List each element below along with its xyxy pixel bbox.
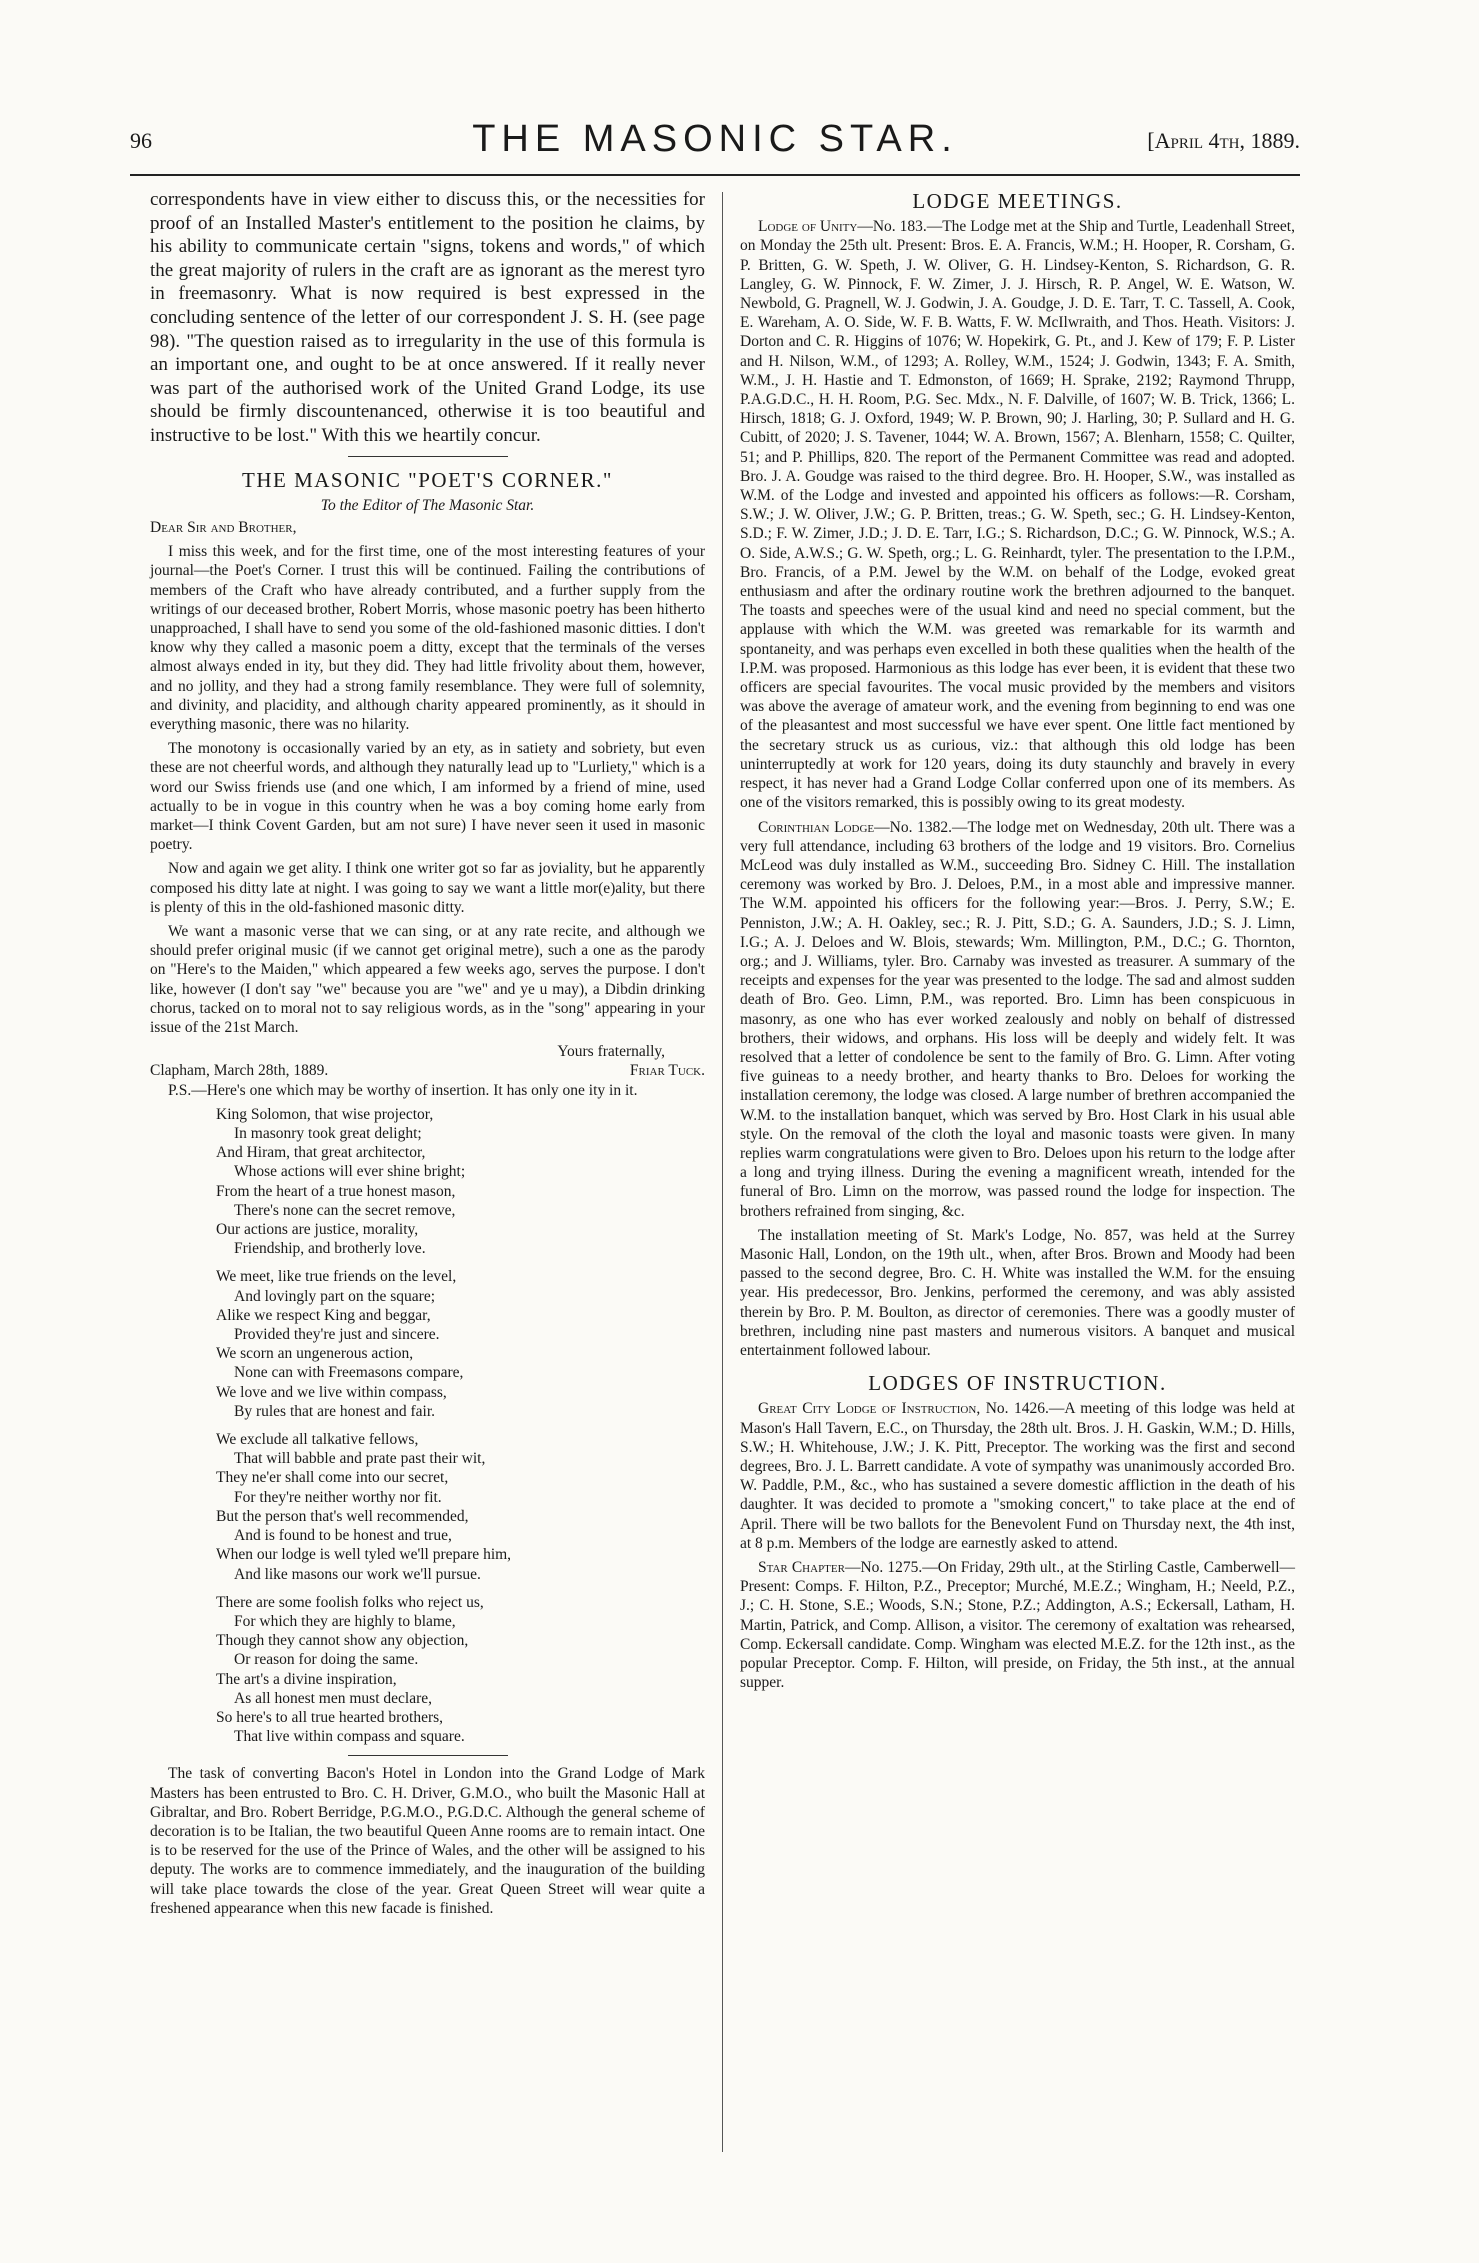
section-rule — [348, 456, 508, 457]
poem-line: We meet, like true friends on the level, — [216, 1268, 457, 1286]
poem-line: Or reason for doing the same. — [234, 1651, 419, 1669]
lodge-report-st-marks: The installation meeting of St. Mark's Lodge, No. 857, was held at the Surrey Masonic Hall, London, on the 19th ult., when, after Bros. Brown and Moody had been passed to the second degree, Bro. C. H. White was installed the W.M. for the ensuing year. His predecessor, Bro. Jenkins, performed the ceremony, and was ably assisted therein by Bro. P. M. Boulton, as director of ceremonies. There was a goodly muster of brethren, including nine past masters and numerous visitors. A banquet and musical entertainment followed labour. — [740, 1226, 1295, 1359]
poem-line: For they're neither worthy nor fit. — [234, 1488, 442, 1506]
poem-stanza — [216, 1593, 705, 1747]
poem-line: Though they cannot show any objection, — [216, 1632, 469, 1650]
poem-line: As all honest men must declare, — [234, 1689, 433, 1707]
poem-line: Alike we respect King and beggar, — [216, 1306, 431, 1324]
poem-line: That live within compass and square. — [234, 1728, 465, 1746]
poem-stanza — [216, 1430, 705, 1584]
lodges-of-instruction-heading: LODGES OF INSTRUCTION. — [868, 1371, 1167, 1396]
page-number: 96 — [130, 128, 152, 153]
place-date: Clapham, March 28th, 1889. — [150, 1062, 329, 1080]
poem-line: But the person that's well recommended, — [216, 1507, 469, 1525]
poem-line: And is found to be honest and true, — [234, 1527, 452, 1545]
poem-line: From the heart of a true honest mason, — [216, 1182, 456, 1200]
report-lead: Great City Lodge of Instruction — [758, 1400, 977, 1418]
lodge-report-unity — [740, 217, 1295, 812]
poem-line: And lovingly part on the square; — [234, 1287, 436, 1305]
section-rule — [348, 1755, 508, 1756]
letter-paragraph: We want a masonic verse that we can sing, or at any rate recite, and although we should prefer original music (if we cannot get original metre), such a one as the parody on "Here's to the Maiden," which appeared a few weeks ago, serves the purpose. I don't like, however (I don't say "we" because you are "we" and ye u may), a Dibdin drinking chorus, tacked on to moral not to say religious words, as in the "song" appearing in your issue of the 21st March. — [150, 923, 705, 1037]
report-lead: Star Chapter — [758, 1559, 845, 1577]
poem-stanza — [216, 1105, 705, 1259]
poem-line: Friendship, and brotherly love. — [234, 1240, 426, 1258]
signoff-text: Yours fraternally, — [557, 1043, 665, 1061]
lodge-meetings-heading: LODGE MEETINGS. — [912, 189, 1123, 213]
report-text: —No. 1382.—The lodge met on Wednesday, 20th ult. There was a very full attendance, including 63 brothers of the lodge and 19 visitors. Bro. Cornelius McLeod was duly installed as W.M., succeeding Bro. Sidney C. Hill. The installation ceremony was worked by Bro. J. Deloes, P.M., in a most able and impressive manner. The W.M. appointed his officers for the following year:—Bros. J. Perry, S.W.; E. Penniston, J.W.; A. H. Oakley, sec.; R. J. Pitt, S.D.; G. A. Saunders, J.D.; S. J. Limn, I.G.; A. J. Deloes and W. Blois, stewards; Wm. Millington, P.M., D.C.; G. Thornton, org.; and J. Williams, tyler. Bro. Carnaby was invested as treasurer. A summary of the receipts and expenses for the year was presented to the lodge. The sad and almost sudden death of Bro. Geo. Limn, P.M., was reported. Bro. Limn has been conspicuous in masonry, as one who has ever worked zealously and nobly on behalf of distressed brothers, their widows, and orphans. His loss will be deeply and widely felt. It was resolved that a letter of condolence be sent to the family of Bro. G. Limn. After voting five guineas to a needy brother, and hearty thanks to Bro. Deloes for working the installation ceremony, the lodge was closed. A large number of brethren accompanied the W.M. to the installation banquet, which was served by Bro. Host Clark in his usual able style. On the removal of the cloth the loyal and masonic toasts were given. In many replies warm congratulations were given to Bro. Deloes upon his return to the lodge after a long and trying illness. During the evening a magnificent wreath, intended for the funeral of Bro. Limn on the morrow, was passed round the lodge for inspection. The brothers refrained from singing, &c. — [740, 818, 1295, 1220]
poem-line: For which they are highly to blame, — [234, 1612, 456, 1630]
salutation: Dear Sir and Brother, — [150, 518, 297, 536]
signoff — [150, 1042, 705, 1061]
poem-line: Our actions are justice, morality, — [216, 1221, 419, 1239]
postscript: P.S.—Here's one which may be worthy of insertion. It has only one ity in it. — [168, 1081, 638, 1099]
poem-line: None can with Freemasons compare, — [234, 1364, 464, 1382]
report-lead: Lodge of Unity — [758, 218, 858, 236]
poem-line: That will babble and prate past their wit, — [234, 1450, 486, 1468]
poem-line: There are some foolish folks who reject us, — [216, 1593, 484, 1611]
poem-line: By rules that are honest and fair. — [234, 1402, 436, 1420]
report-text: —No. 183.—The Lodge met at the Ship and Turtle, Leadenhall Street, on Monday the 25th ult. Present: Bros. E. A. Francis, W.M.; H. Hooper, R. Corsham, G. P. Britten, G. W. Speth, J. W. Oliver, G. H. Lindsey-Kenton, S. Richardson, G. R. Langley, G. W. Pinnock, F. W. Zimer, J. J. Hirsch, R. P. Angel, W. E. Watson, W. Newbold, G. Pragnell, W. J. Godwin, J. A. Goudge, J. D. E. Tarr, T. C. Tassell, A. Cook, E. Wareham, A. O. Side, W. F. B. Watts, F. W. McIlwraith, and Thos. Heath. Visitors: J. Dorton and C. R. Higgins of 1076; W. Hopekirk, G. Pt., and J. Kew of 179; F. P. Lister and H. Nilson, W.M., of 1293; A. Rolley, W.M., 1524; J. Godwin, 1343; F. A. Smith, W.M., J. H. Hastie and T. Edmonston, of 1669; H. Sprake, 2192; Raymond Thrupp, P.A.G.D.C., H. H. Room, P.G. Sec. Mdx., N. F. Dalville, of 1607; W. B. Trick, 1366; L. Hirsch, 1818; G. J. Oxford, 1949; W. P. Brown, 90; J. Harling, 30; P. Sullard and H. G. Cubitt, of 2020; J. S. Tavener, 1044; W. A. Brown, 1567; A. Blenharn, 1558; C. Quilter, 51; and P. Phillips, 820. The report of the Permanent Committee was read and adopted. Bro. J. A. Goudge was raised to the third degree. Bro. H. Hooper, S.W., was installed as W.M. of the Lodge and invested and appointed his officers as follows:—R. Corsham, S.W.; J. W. Oliver, J.W.; G. P. Britten, treas.; G. W. Speth, sec.; G. H. Lindsey-Kenton, S.D.; F. W. Zimer, J.D.; J. D. E. Tarr, I.G.; S. Richardson, D.C.; G. W. Pinnock, W.S.; A. O. Side, A.W.S.; G. W. Speth, org.; L. G. Reinhardt, tyler. The presentation to the I.P.M., Bro. Francis, of a P.M. Jewel by the W.M. on behalf of the Lodge, evoked great enthusiasm and after the ordinary routine work the brethren adjourned to the banquet. The toasts and speeches were of the usual kind and need no special comment, but the applause with which the W.M. was greeted was remarkable for its warmth and spontaneity, and was perhaps even excelled in both these qualities when the health of the I.P.M. was proposed. Harmonious as this lodge has ever been, it is evident that these two officers are special favourites. The vocal music provided by the members and visitors was above the average of amateur work, and the evening from beginning to end was one of the pleasantest and most successful we have ever spent. One little fact mentioned by the secretary struck us as curious, viz.: that although this old lodge has been uninterruptedly at work for 120 years, doing its duty staunchly and bravely in every respect, it has never had a Grand Lodge Collar conferred upon one of its members. As one of the visitors remarked, this is possibly owing to its great modesty. — [740, 218, 1295, 812]
poem-line: Whose actions will ever shine bright; — [234, 1163, 466, 1181]
poem-line: When our lodge is well tyled we'll prepare him, — [216, 1546, 512, 1564]
publication-title: THE MASONIC STAR. — [472, 118, 958, 160]
intro-paragraph: correspondents have in view either to discuss this, or the necessities for proof of an Installed Master's entitlement to the position he claims, by his ability to communicate certain "signs, tokens and words," of which the great majority of rulers in the craft are as ignorant as the merest tyro in freemasonry. What is now required is best expressed in the concluding sentence of the letter of our correspondent J. S. H. (see page 98). "The question raised as to irregularity in the use of this formula is an important one, and ought to be at once answered. If it really never was part of the authorised work of the United Grand Lodge, its use should be firmly discountenanced, otherwise it is too beautiful and instructive to be lost." With this we heartily concur. — [150, 189, 705, 446]
instruction-report-star-chapter — [740, 1558, 1295, 1692]
poem-stanza — [216, 1267, 705, 1421]
poem-line: We love and we live within compass, — [216, 1383, 447, 1401]
column-divider — [722, 192, 723, 2152]
masthead — [130, 118, 1300, 176]
poem-line: So here's to all true hearted brothers, — [216, 1708, 444, 1726]
poem-line: They ne'er shall come into our secret, — [216, 1469, 449, 1487]
letter-paragraph: The monotony is occasionally varied by an ety, as in satiety and sobriety, but even these are not cheerful words, and although they naturally lead up to "Lurliety," which is a word our Swiss friends use (and one which, I am informed by a friend of mine, used actually to be in vogue in this country when he was a boy coming home early from market—I think Covent Garden, but am not sure) I have never seen it used in masonic poetry. — [150, 740, 705, 854]
report-text: —No. 1275.—On Friday, 29th ult., at the Stirling Castle, Camberwell—Present: Comps. F. Hilton, P.Z., Preceptor; Murché, M.E.Z.; Wingham, H.; Neeld, P.Z., J.; C. H. Stone, S.E.; Woods, S.N.; Stone, P.Z.; Addington, A.S.; Eckersall, Latham, H. Martin, Patrick, and Comp. Allison, a visitor. The ceremony of exaltation was rehearsed, Comp. Eckersall candidate. Comp. Wingham was elected M.E.Z. for the 12th inst., as the popular Preceptor. Comp. F. Hilton, will preside, on Friday, the 5th inst., at the annual supper. — [740, 1559, 1295, 1692]
poem-line: Provided they're just and sincere. — [234, 1326, 440, 1344]
lodge-report-corinthian — [740, 818, 1295, 1221]
to-editor-line: To the Editor of The Masonic Star. — [320, 496, 535, 514]
right-column — [740, 188, 1295, 1697]
sign-line — [150, 1061, 705, 1080]
poem-line: And Hiram, that great architector, — [216, 1144, 426, 1162]
left-column — [150, 188, 705, 1923]
letter-paragraph: I miss this week, and for the first time, one of the most interesting features of your journal—the Poet's Corner. I trust this will be continued. Failing the contributions of members of the Craft who have already contributed, and a further supply from the writings of our deceased brother, Robert Morris, whose masonic poetry has been hitherto unapproached, I shall have to send you some of the old-fashioned masonic ditties. I don't know why they called a masonic poem a ditty, except that the terminals of the verses almost always ended in ity, but they did. They had little frivolity about them, however, and no jollity, and they had a strong family resemblance. They were full of solemnity, and divinity, and placidity, and although charity appeared prominently, as it should in everything masonic, there was no hilarity. — [150, 543, 705, 733]
instruction-report-great-city — [740, 1399, 1295, 1553]
report-text: , No. 1426.—A meeting of this lodge was held at Mason's Hall Tavern, E.C., on Thursday, the 28th ult. Bros. J. H. Gaskin, W.M.; D. Hills, S.W.; H. Whitehouse, J.W.; J. K. Pitt, Preceptor. The working was the first and second degrees, Bro. J. L. Barrett candidate. A vote of sympathy was unanimously accorded Bro. W. Paddle, P.M., &c., who has sustained a severe domestic affliction in the death of his daughter. It was decided to promote a "smoking concert," to take place at the end of April. There will be two ballots for the Benevolent Fund on Thursday next, the 4th inst, at 8 p.m. Members of the lodge are earnestly asked to attend. — [740, 1400, 1295, 1552]
poem-line: The art's a divine inspiration, — [216, 1670, 397, 1688]
poem-line: King Solomon, that wise projector, — [216, 1105, 434, 1123]
issue-date: [April 4th, 1889. — [1147, 128, 1300, 153]
poem-line: In masonry took great delight; — [234, 1125, 422, 1143]
poem-line: We exclude all talkative fellows, — [216, 1431, 419, 1449]
poem-line: There's none can the secret remove, — [234, 1201, 456, 1219]
bacons-hotel-paragraph: The task of converting Bacon's Hotel in London into the Grand Lodge of Mark Masters has been entrusted to Bro. C. H. Driver, G.M.O., who built the Masonic Hall at Gibraltar, and Bro. Robert Berridge, P.G.M.O., P.G.D.C. Although the general scheme of decoration is to be Italian, the two beautiful Queen Anne rooms are to remain intact. One is to be reserved for the use of the Prince of Wales, and the other will be assigned to his deputy. The works are to commence immediately, and the inauguration of the building will take place towards the close of the year. Great Queen Street will wear quite a freshened appearance when this new facade is finished. — [150, 1765, 705, 1917]
poem-line: And like masons our work we'll pursue. — [234, 1565, 481, 1583]
letter-paragraph: Now and again we get ality. I think one writer got so far as joviality, but he apparently composed his ditty late at night. I was going to say we want a little mor(e)ality, but there is plenty of this in the old-fashioned masonic ditty. — [150, 860, 705, 916]
poem — [216, 1105, 705, 1747]
poem-line: We scorn an ungenerous action, — [216, 1345, 414, 1363]
report-lead: Corinthian Lodge — [758, 818, 875, 836]
signature: Friar Tuck. — [629, 1062, 705, 1080]
poets-corner-heading: THE MASONIC "POET'S CORNER." — [242, 467, 613, 492]
